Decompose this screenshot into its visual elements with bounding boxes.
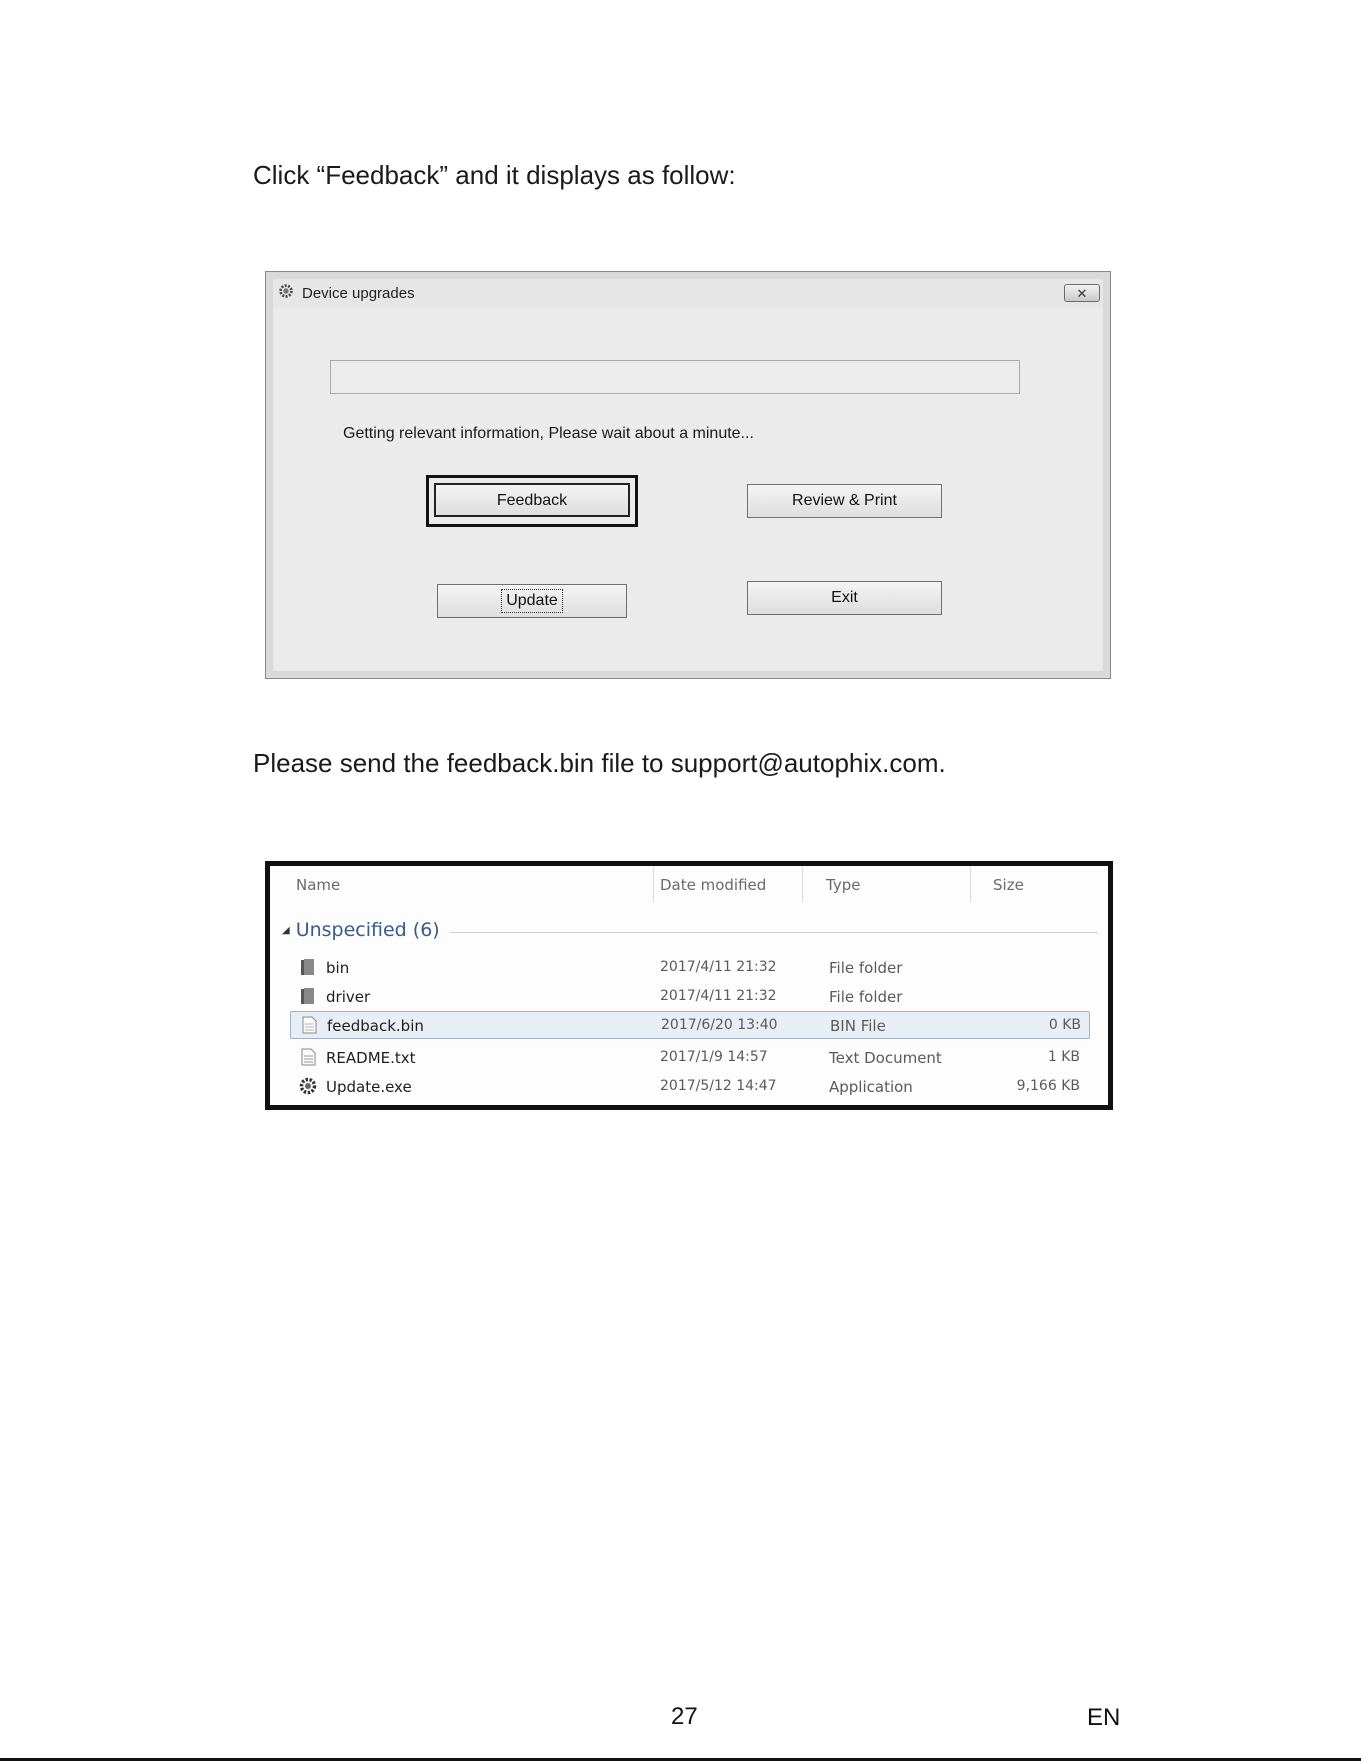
file-date: 2017/5/12 14:47 [660,1078,777,1094]
page-number: 27 [671,1703,698,1730]
file-icon [299,1015,319,1035]
update-button-label: Update [501,589,563,613]
intro-paragraph: Click “Feedback” and it displays as follow: [253,160,736,190]
exit-button[interactable]: Exit [747,581,942,615]
close-button[interactable]: ✕ [1064,284,1100,302]
column-header-date[interactable]: Date modified [660,876,767,894]
column-divider[interactable] [970,866,971,902]
file-name: README.txt [326,1049,416,1067]
file-size: 0 KB [1048,1017,1081,1033]
file-name: feedback.bin [327,1017,424,1035]
file-name: driver [326,988,371,1006]
file-date: 2017/4/11 21:32 [660,959,777,975]
column-divider[interactable] [653,866,654,902]
file-size: 9,166 KB [1016,1078,1080,1094]
folder-icon [298,957,318,977]
feedback-button[interactable]: Feedback [434,483,630,517]
file-date: 2017/4/11 21:32 [660,988,777,1004]
device-upgrades-dialog [265,271,1111,679]
file-explorer [265,861,1113,1110]
file-type: BIN File [830,1017,886,1035]
file-row[interactable] [290,954,1088,980]
dialog-title: Device upgrades [302,285,415,302]
column-divider[interactable] [802,866,803,902]
file-type: Text Document [829,1049,942,1067]
column-header-size[interactable]: Size [993,876,1024,894]
file-date: 2017/6/20 13:40 [661,1017,778,1033]
file-name: Update.exe [326,1078,412,1096]
file-row-selected[interactable] [290,1011,1090,1039]
update-button[interactable] [437,584,627,618]
file-row[interactable] [290,1044,1088,1070]
review-print-button[interactable]: Review & Print [747,484,942,518]
folder-icon [298,986,318,1006]
group-header[interactable] [282,919,440,941]
column-header-type[interactable]: Type [826,876,861,894]
file-type: Application [829,1078,913,1096]
column-header-name[interactable]: Name [296,876,341,894]
group-label: Unspecified (6) [295,919,440,941]
gear-icon [298,1076,318,1096]
file-size: 1 KB [1047,1049,1080,1065]
language-label: EN [1087,1704,1121,1731]
file-row[interactable] [290,1073,1088,1099]
text-file-icon [298,1047,318,1067]
send-instructions: Please send the feedback.bin file to support@autophix.com. [253,748,946,778]
collapse-arrow-icon[interactable]: ◢ [282,925,290,936]
group-divider [450,932,1098,933]
status-text: Getting relevant information, Please wait about a minute... [343,425,754,442]
dialog-titlebar [266,272,1110,308]
file-date: 2017/1/9 14:57 [660,1049,768,1065]
gear-icon [277,282,295,300]
file-name: bin [326,959,350,977]
file-row[interactable] [290,983,1088,1009]
progress-bar [330,360,1020,394]
file-type: File folder [829,959,903,977]
file-type: File folder [829,988,903,1006]
